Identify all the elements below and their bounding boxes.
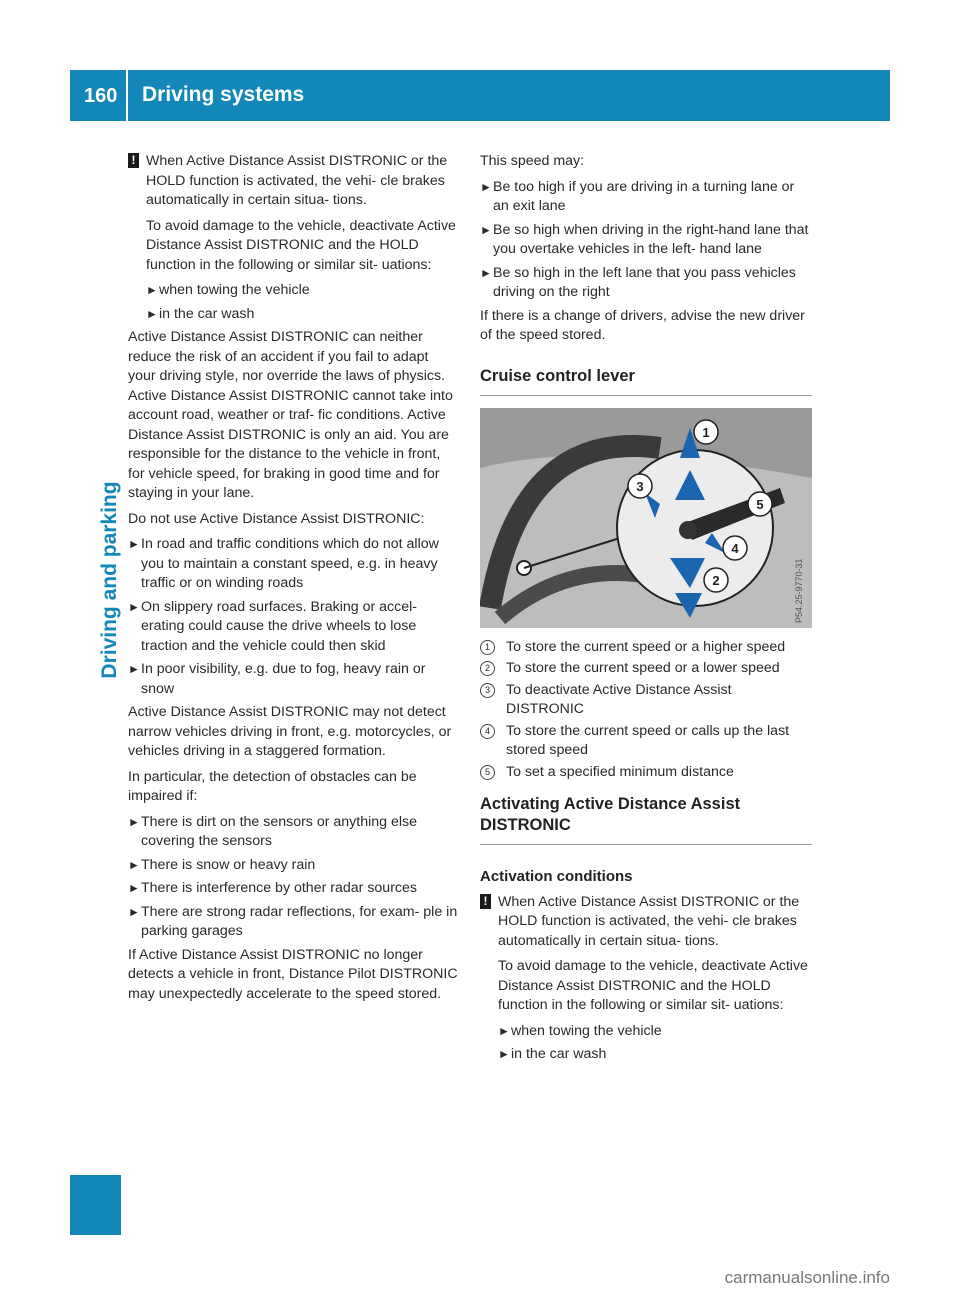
list-item: ► In road and traffic conditions which do not allow you to maintain a constant speed, e.g. in heavy traffic or on winding roads [128, 536, 439, 591]
legend-number: 1 [480, 640, 495, 655]
bullet-icon: ► [498, 1047, 510, 1061]
bullet-icon: ► [128, 814, 140, 829]
bullet-icon: ► [128, 904, 140, 919]
bullet-list [128, 813, 458, 942]
legend-number: 3 [480, 683, 495, 698]
paragraph: Active Distance Assist DISTRONIC can neither reduce the risk of an accident if you fail to adapt your driving style, nor override the laws of physics. Active Distance Assist DISTRONIC cannot take into account road, weather or traf- fic conditions. Active Distance Assist DISTRONIC is only an aid. You are responsible for the distance to the vehicle in front, for vehicle speed, for braking in good time and for staying in your lane. [128, 329, 453, 501]
section-title-activating: Activating Active Distance Assist DISTRONIC [480, 795, 741, 834]
callout-2-label: 2 [712, 572, 720, 588]
warning-list [498, 1022, 812, 1065]
paragraph: In particular, the detection of obstacles can be impaired if: [128, 768, 417, 804]
warning-text-2: To avoid damage to the vehicle, deactivate Active Distance Assist DISTRONIC and the HOLD function in the following or similar sit- uations: [498, 958, 808, 1013]
bullet-icon: ► [480, 265, 492, 280]
page-title: Driving systems [142, 83, 305, 106]
bullet-list [480, 178, 812, 303]
list-item: ► There are strong radar reflections, for exam- ple in parking garages [128, 903, 458, 939]
warning-icon: ! [128, 153, 139, 168]
list-item: ► There is interference by other radar sources [128, 879, 458, 899]
warning-text: When Active Distance Assist DISTRONIC or the HOLD function is activated, the vehi- cle brakes automatically in certain situa- tions. [146, 153, 448, 208]
legend-item: 3 To deactivate Active Distance Assist DISTRONIC [480, 681, 812, 720]
list-item: ► in the car wash [498, 1045, 812, 1065]
warning-text-2: To avoid damage to the vehicle, deactivate Active Distance Assist DISTRONIC and the HOLD function in the following or similar sit- uations: [146, 217, 456, 273]
bullet-icon: ► [128, 537, 140, 551]
paragraph: This speed may: [480, 153, 585, 169]
list-item: ► in the car wash [146, 305, 458, 325]
callout-4-label: 4 [731, 540, 739, 556]
bullet-icon: ► [146, 283, 158, 297]
callout-1-label: 1 [702, 424, 710, 440]
side-tab-block [70, 1175, 121, 1235]
figure-legend [480, 638, 812, 783]
section-heading [480, 794, 812, 845]
bullet-icon: ► [146, 306, 158, 321]
page-header [70, 70, 890, 121]
right-column [480, 152, 812, 1069]
legend-number: 5 [480, 765, 495, 780]
callout-3-label: 3 [636, 478, 644, 494]
bullet-icon: ► [128, 662, 140, 676]
side-tab-label: Driving and parking [98, 481, 121, 679]
bullet-icon: ► [498, 1023, 510, 1038]
section-title-cruise-control: Cruise control lever [480, 366, 635, 385]
warning-icon: ! [480, 894, 491, 909]
watermark: carmanualsonline.info [724, 1268, 890, 1287]
list-item: ► There is snow or heavy rain [128, 856, 458, 876]
cruise-control-illustration [480, 408, 812, 628]
list-item: ► when towing the vehicle [146, 281, 458, 301]
figure-code: P54.25-9770-31 [794, 557, 804, 623]
warning-block [480, 893, 812, 1065]
bullet-list [128, 535, 458, 699]
warning-list [146, 281, 458, 324]
warning-block [128, 152, 458, 324]
bullet-icon: ► [128, 857, 140, 872]
left-column [128, 152, 458, 1010]
list-item: ► Be too high if you are driving in a turning lane or an exit lane [480, 178, 795, 214]
cruise-control-figure [480, 408, 812, 628]
list-item: ► There is dirt on the sensors or anything else covering the sensors [128, 813, 418, 849]
paragraph: If Active Distance Assist DISTRONIC no longer detects a vehicle in front, Distance Pilot DISTRONIC may unexpectedly accelerate to the speed stored. [128, 946, 458, 1002]
legend-number: 2 [480, 661, 495, 676]
list-item: ► Be so high when driving in the right-hand lane that you overtake vehicles in the left- hand lane [480, 221, 809, 257]
callout-5-label: 5 [756, 496, 764, 512]
bullet-icon: ► [480, 222, 492, 237]
list-item: ► On slippery road surfaces. Braking or accel- erating could cause the drive wheels to lose traction and the vehicle could then skid [128, 598, 417, 654]
warning-text: When Active Distance Assist DISTRONIC or the HOLD function is activated, the vehi- cle brakes automatically in certain situa- tions. [498, 893, 800, 949]
paragraph: Do not use Active Distance Assist DISTRONIC: [128, 510, 425, 527]
list-item: ► Be so high in the left lane that you pass vehicles driving on the right [480, 264, 796, 300]
bullet-icon: ► [480, 179, 492, 194]
bullet-icon: ► [128, 881, 140, 895]
bullet-icon: ► [128, 599, 140, 614]
legend-number: 4 [480, 724, 495, 739]
header-divider [126, 70, 128, 121]
legend-item: 2 To store the current speed or a lower speed [480, 659, 812, 679]
paragraph: If there is a change of drivers, advise the new driver of the speed stored. [480, 307, 805, 343]
page-number: 160 [84, 85, 118, 107]
legend-item: 4 To store the current speed or calls up the last stored speed [480, 722, 812, 761]
section-heading [480, 366, 812, 396]
paragraph: Active Distance Assist DISTRONIC may not detect narrow vehicles driving in front, e.g. motorcycles, or vehicles driving in a staggered formation. [128, 704, 452, 759]
legend-item: 1 To store the current speed or a higher speed [480, 638, 812, 658]
list-item: ► In poor visibility, e.g. due to fog, heavy rain or snow [128, 661, 426, 697]
subsection-title: Activation conditions [480, 868, 633, 885]
list-item: ► when towing the vehicle [498, 1022, 812, 1042]
lever-hub [679, 521, 697, 539]
legend-item: 5 To set a specified minimum distance [480, 763, 812, 783]
